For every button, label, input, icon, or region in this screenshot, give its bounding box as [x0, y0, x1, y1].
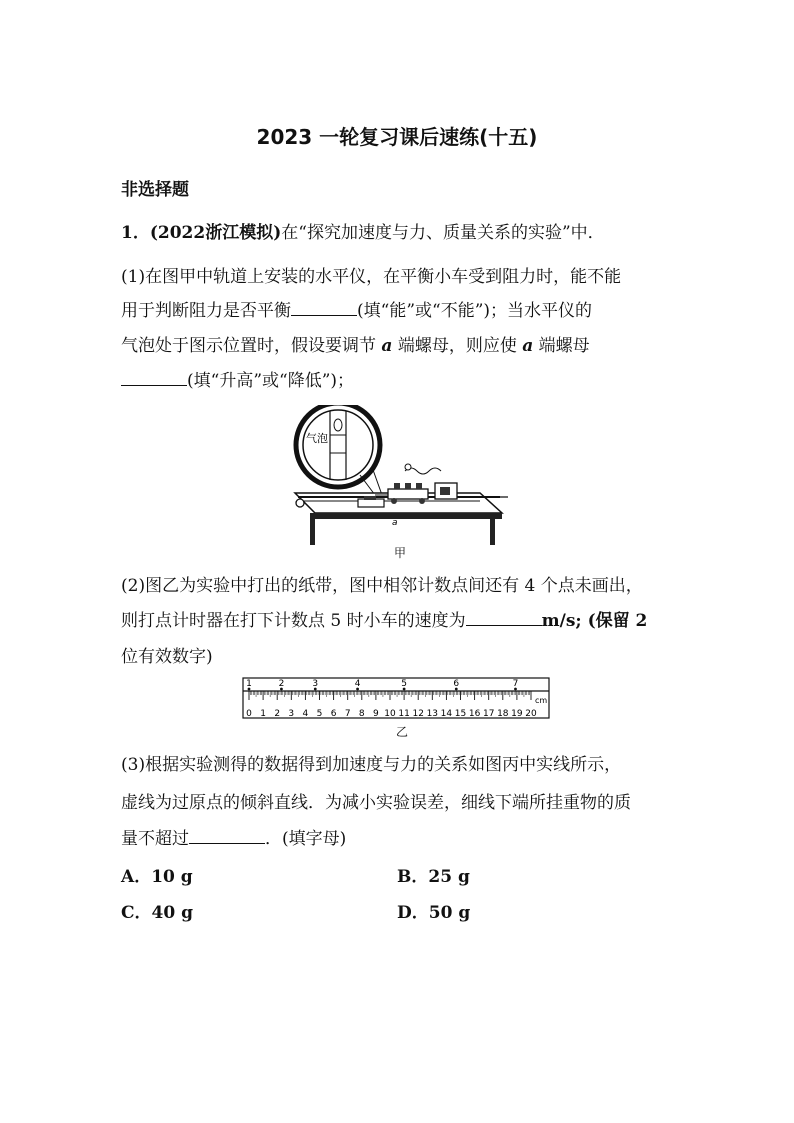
ruler-number: 19	[511, 709, 523, 719]
count-point-label: 7	[512, 679, 519, 689]
ruler-number: 14	[440, 709, 453, 719]
bubble-icon	[334, 419, 342, 431]
page-title: 2023 一轮复习课后速练(十五)	[256, 125, 538, 149]
count-point-label: 5	[401, 679, 407, 689]
variable-a: a	[381, 336, 393, 356]
count-point-label: 3	[312, 679, 319, 689]
ruler-number: 13	[426, 709, 439, 719]
ruler-number: 6	[330, 709, 337, 719]
variable-a-label: a	[392, 518, 398, 528]
option-a[interactable]: A．10 g	[121, 867, 193, 887]
level-icon	[358, 499, 384, 507]
part1-line3	[121, 331, 590, 356]
question-source: (2022浙江模拟)	[149, 223, 282, 243]
part1-line4	[121, 366, 354, 391]
option-c[interactable]: C．40 g	[121, 903, 193, 923]
question-number: 1．	[121, 223, 150, 243]
option-d[interactable]: D．50 g	[397, 903, 471, 923]
ruler-number: 20	[525, 709, 537, 719]
part1-line2	[121, 296, 592, 321]
variable-a: a	[522, 336, 534, 356]
count-point-label: 6	[453, 679, 460, 689]
bubble-label: 气泡	[306, 432, 328, 445]
part3-line3	[121, 824, 346, 849]
ruler-number: 18	[497, 709, 509, 719]
answer-blank-3[interactable]	[466, 611, 542, 626]
part3-line1: (3)根据实验测得的数据得到加速度与力的关系如图丙中实线所示，	[121, 755, 622, 775]
part2-line3: 位有效数字)	[121, 647, 213, 667]
answer-blank-2[interactable]	[121, 371, 187, 386]
part3-line2: 虚线为过原点的倾斜直线．为减小实验误差，细线下端所挂重物的质	[121, 793, 631, 813]
option-b[interactable]: B．25 g	[397, 867, 470, 887]
ruler-number: 8	[358, 709, 365, 719]
ruler-number: 2	[274, 709, 281, 719]
ruler-number: 5	[316, 709, 323, 719]
part1-line4-text: (填“升高”或“降低”)；	[187, 371, 355, 391]
part1-line2-a: 用于判断阻力是否平衡	[121, 301, 291, 321]
part2-line2	[121, 606, 647, 631]
question-stem-text: 在“探究加速度与力、质量关系的实验”中．	[281, 223, 605, 243]
ruler-number: 11	[398, 709, 410, 719]
figure-jia-caption: 甲	[394, 546, 407, 560]
part2-line1: (2)图乙为实验中打出的纸带，图中相邻计数点间还有 4 个点未画出，	[121, 576, 643, 596]
ruler-unit-label: cm	[535, 696, 548, 705]
ruler-number: 9	[373, 709, 379, 719]
ruler-number: 3	[288, 709, 295, 719]
part1-line3-b: 端螺母，则应使	[397, 336, 517, 356]
ruler-number: 16	[468, 709, 481, 719]
section-heading: 非选择题	[121, 180, 189, 200]
part1-line1: (1)在图甲中轨道上安装的水平仪，在平衡小车受到阻力时，能不能	[121, 267, 622, 287]
part3-line3-a: 量不超过	[121, 829, 189, 849]
part1-line2-b: (填“能”或“不能”)；当水平仪的	[357, 301, 593, 321]
ruler-number: 1	[260, 709, 266, 719]
part2-line2-b: m/s; (保留 2	[541, 611, 648, 631]
count-point-label: 2	[278, 679, 285, 689]
ruler-number: 4	[302, 709, 309, 719]
figure-yi-caption: 乙	[396, 725, 409, 739]
ruler-number: 15	[454, 709, 467, 719]
ruler-number: 0	[246, 709, 252, 719]
answer-blank-1[interactable]	[291, 301, 357, 316]
part1-line3-c: 端螺母	[538, 336, 590, 356]
cart-icon	[388, 489, 428, 499]
part2-line2-a: 则打点计时器在打下计数点 5 时小车的速度为	[121, 611, 466, 631]
answer-blank-4[interactable]	[189, 829, 265, 844]
ruler-number: 12	[412, 709, 424, 719]
ruler-number: 10	[384, 709, 396, 719]
ruler-number: 7	[344, 709, 351, 719]
part1-line3-a: 气泡处于图示位置时，假设要调节	[121, 336, 376, 356]
count-point-label: 4	[354, 679, 361, 689]
figure-jia-apparatus	[290, 405, 510, 545]
count-point-label: 1	[246, 679, 252, 689]
question-1-stem	[121, 218, 605, 243]
figure-yi-ruler	[241, 675, 553, 723]
ruler-number: 17	[482, 709, 495, 719]
part3-line3-b: ．(填字母)	[265, 829, 347, 849]
